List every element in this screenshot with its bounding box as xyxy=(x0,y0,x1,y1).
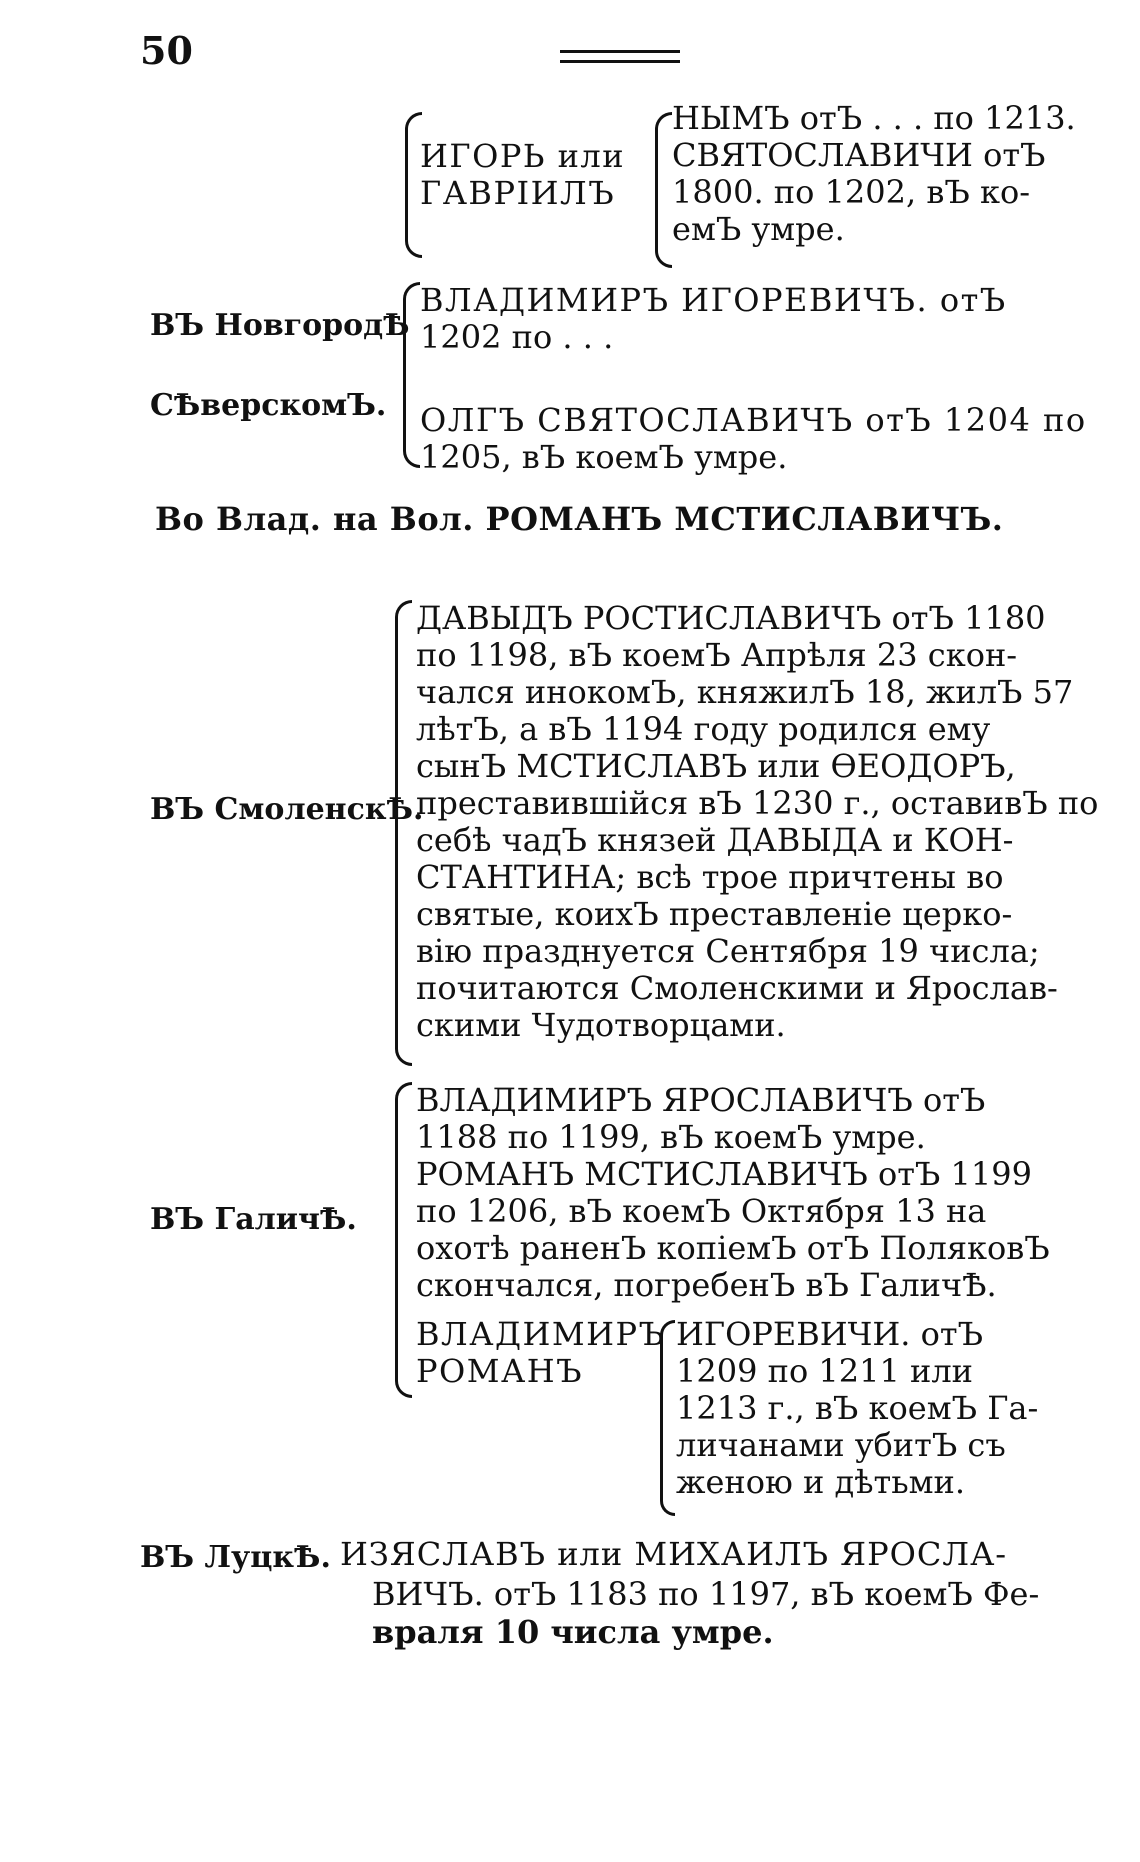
entry-line: ВЛАДИМИРЪ ЯРОСЛАВИЧЪ отЪ xyxy=(416,1081,986,1119)
entry-line: ВИЧЪ. отЪ 1183 по 1197, вЪ коемЪ Фе- xyxy=(372,1575,1040,1613)
galich-sub-names xyxy=(416,1316,666,1390)
entry-line: ОЛГЪ СВЯТОСЛАВИЧЪ отЪ 1204 по xyxy=(420,401,1087,439)
entry-line: 1202 по . . . xyxy=(420,318,614,356)
entry-line: ИГОРЕВИЧИ. отЪ xyxy=(676,1315,984,1353)
entry-line: чался инокомЪ, княжилЪ 18, жилЪ 57 xyxy=(416,673,1074,711)
label-novgorod: ВЪ НовгородѢ xyxy=(150,308,410,343)
entry-line: 1205, вЪ коемЪ умре. xyxy=(420,438,788,476)
entry-line: СТАНТИНА; всѣ трое причтены во xyxy=(416,858,1004,896)
vladimir-volynsky-line: Во Влад. на Вол. РОМАНЪ МСТИСЛАВИЧЪ. xyxy=(155,500,1004,538)
lutsk-entry xyxy=(340,1536,1007,1573)
entry-line: женою и дѣтьми. xyxy=(676,1463,966,1501)
galich-entry xyxy=(416,1082,1050,1304)
novgorod-entry-2 xyxy=(420,402,1087,476)
label-seversky: СѢверскомЪ. xyxy=(150,388,387,423)
entry-line: ВЛАДИМИРЪ ИГОРЕВИЧЪ. отЪ xyxy=(420,281,1007,319)
entry-line: преставившійся вЪ 1230 г., оставивЪ по xyxy=(416,784,1099,822)
entry-line: вію празднуется Сентября 19 числа; xyxy=(416,932,1040,970)
smolensk-entry xyxy=(416,600,1098,1044)
igor-name-line: ИГОРЬ или xyxy=(420,137,626,175)
brace-smolensk xyxy=(395,600,412,1066)
entry-line: святые, коихЪ преставленіе церко- xyxy=(416,895,1013,933)
novgorod-entry-1 xyxy=(420,282,1007,356)
label-smolensk: ВЪ СмоленскѢ. xyxy=(150,792,424,827)
igorevichi-entry xyxy=(676,1316,1038,1501)
header-rule-bottom xyxy=(560,60,680,63)
brace-galich xyxy=(395,1082,412,1398)
entry-line: личанами убитЪ съ xyxy=(676,1426,1006,1464)
entry-line: НЫМЪ отЪ . . . по 1213. xyxy=(672,99,1076,137)
label-galich: ВЪ ГаличѢ. xyxy=(150,1202,357,1237)
svyatoslavichi-entry xyxy=(672,100,1076,248)
label-lutsk: ВЪ ЛуцкѢ. xyxy=(140,1540,331,1575)
lutsk-entry-end xyxy=(372,1614,774,1651)
entry-line: ДАВЫДЪ РОСТИСЛАВИЧЪ отЪ 1180 xyxy=(416,599,1046,637)
entry-line: скими Чудотворцами. xyxy=(416,1006,786,1044)
entry-line: почитаются Смоленскими и Ярослав- xyxy=(416,969,1058,1007)
entry-line: 1800. по 1202, вЪ ко- xyxy=(672,173,1031,211)
entry-line: охотѣ раненЪ копіемЪ отЪ ПоляковЪ xyxy=(416,1229,1050,1267)
brace-svyatoslavichi xyxy=(655,112,672,268)
entry-line: СВЯТОСЛАВИЧИ отЪ xyxy=(672,136,1046,174)
entry-line: себѣ чадЪ князей ДАВЫДА и КОН- xyxy=(416,821,1014,859)
gavriil-name-line: ГАВРІИЛЪ xyxy=(420,174,616,212)
lutsk-entry-cont xyxy=(372,1576,1039,1613)
page-number: 50 xyxy=(140,28,193,73)
entry-line: РОМАНЪ МСТИСЛАВИЧЪ отЪ 1199 xyxy=(416,1155,1032,1193)
entry-line: по 1206, вЪ коемЪ Октября 13 на xyxy=(416,1192,987,1230)
brace-novgorod xyxy=(403,282,420,468)
entry-line: враля 10 числа умре. xyxy=(372,1613,774,1651)
entry-line: емЪ умре. xyxy=(672,210,845,248)
entry-line: 1188 по 1199, вЪ коемЪ умре. xyxy=(416,1118,926,1156)
entry-line: сынЪ МСТИСЛАВЪ или ѲЕОДОРЪ, xyxy=(416,747,1016,785)
entry-line: ИЗЯСЛАВЪ или МИХАИЛЪ ЯРОСЛА- xyxy=(340,1535,1008,1573)
entry-line: 1209 по 1211 или xyxy=(676,1352,973,1390)
entry-line: РОМАНЪ xyxy=(416,1352,584,1390)
brace-igorevichi xyxy=(660,1320,675,1516)
header-rule-top xyxy=(560,50,680,53)
entry-line: лѣтЪ, а вЪ 1194 году родился ему xyxy=(416,710,991,748)
entry-line: скончался, погребенЪ вЪ ГаличѢ. xyxy=(416,1266,997,1304)
entry-line: 1213 г., вЪ коемЪ Га- xyxy=(676,1389,1039,1427)
igor-names xyxy=(420,138,625,212)
entry-line: по 1198, вЪ коемЪ Апрѣля 23 скон- xyxy=(416,636,1018,674)
entry-line: ВЛАДИМИРЪ xyxy=(416,1315,666,1353)
